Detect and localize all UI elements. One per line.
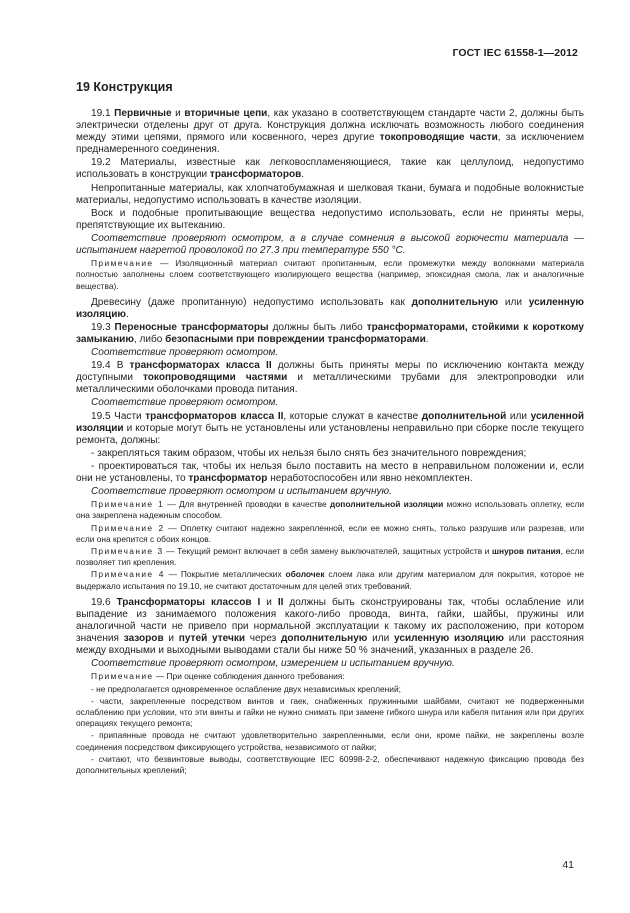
body-paragraph (76, 360, 584, 396)
text-run: Соответствие проверяют осмотром, измерением и испытанием вручную. (91, 658, 455, 670)
text-run: или (506, 410, 531, 422)
note-paragraph (76, 499, 584, 521)
text-run: 19.3 (91, 321, 115, 333)
text-run: и (260, 596, 278, 608)
text-run: , за исключением преднамеренного соединения. (76, 132, 584, 156)
text-run: . (301, 169, 305, 181)
term: трансформаторах класса II (129, 360, 272, 372)
compliance-paragraph (76, 347, 584, 359)
text-run: должны быть сконструированы так, чтобы ослабление или выпадение из занимаемого положения какого-либо провода, винта, гайки, шайбы, пружины или аналогичной части не привело при нормальной эксплуатации к такому их расположению, при котором значения (76, 596, 584, 645)
text-run: — Изоляционный материал считают пропитанным, если промежутки между волокнами материала полностью заполнены слоем соответствующего изолирующего вещества (например, эпоксидная смола, лак и аналогичные вещества). (76, 258, 584, 291)
text-run: Соответствие проверяют осмотром и испытанием вручную. (91, 486, 392, 498)
text-run: Соответствие проверяют осмотром. (91, 347, 279, 359)
note-paragraph (76, 569, 584, 591)
text-run: Соответствие проверяют осмотром. (91, 397, 279, 409)
term: усиленную изоляцию (394, 633, 505, 645)
term: усиленную изоляцию (76, 296, 584, 320)
note-label: Примечание (91, 671, 154, 682)
term: зазоров (123, 633, 164, 645)
note-label: Примечание 1 (91, 499, 165, 510)
term: путей утечки (178, 633, 246, 645)
note-label: Примечание 3 (91, 546, 164, 557)
text-run: - закрепляться таким образом, чтобы их нельзя было снять без значительного повреждения; (91, 447, 527, 459)
note-paragraph (76, 546, 584, 568)
term: вторичные цепи (184, 108, 268, 119)
term: II (277, 596, 284, 608)
note-paragraph (76, 671, 584, 682)
text-run: и металлическими трубами для электропроводки или металлическими оболочками провода питания. (76, 372, 585, 396)
term: дополнительную (411, 296, 499, 308)
page-number: 41 (562, 859, 574, 871)
text-run: , либо (133, 334, 166, 346)
text-run: — Для внутренней проводки в качестве (164, 499, 330, 510)
text-run: 19.1 (91, 108, 115, 119)
term: безопасными при повреждении трансформаторами (165, 334, 426, 346)
body-paragraph (76, 411, 584, 447)
body-paragraph (76, 597, 584, 657)
text-run: - части, закрепленные посредством винтов и гаек, снабженных пружинными шайбами, считают не подверженными ослаблению при условии, что эти винты и гайки не нужно снимать при замене гибкого шнура или кабеля питания или при других операциях текущего ремонта; (76, 695, 584, 729)
compliance-paragraph (76, 486, 584, 498)
term: трансформатор (188, 473, 268, 485)
text-run: - припаянные провода не считают удовлетворительно закрепленными, если они, кроме пайки, не закреплены возле соединения посредством фиксирующего устройства, независимого от пайки; (76, 730, 584, 752)
body-paragraph (76, 322, 584, 346)
text-run: Воск и подобные пропитывающие вещества недопустимо использовать, если не приняты меры, препятствующие их вытеканию. (76, 207, 584, 231)
text-run: - проектироваться так, чтобы их нельзя было поставить на место в неправильном положении и, если они не установлены, то (76, 460, 584, 485)
text-run: или расстояния между входными и выходными выводами стали бы ниже 50 % значений, указанных в разделе 26. (76, 633, 584, 657)
note-label: Примечание (91, 258, 154, 269)
text-run: неработоспособен или явно некомплектен. (267, 473, 473, 485)
text-run: 19.2 Материалы, известные как легковоспламеняющиеся, такие как целлулоид, недопустимо использовать в конструкции (76, 157, 584, 181)
text-run: 19.4 В (91, 360, 130, 372)
text-run: - не предполагается одновременное ослабление двух независимых креплений; (91, 683, 401, 694)
text-run: . (425, 334, 429, 346)
body-paragraph (76, 108, 584, 156)
text-run: — Оплетку считают надежно закрепленной, если ее можно снять, только разрушив или разрезав, или если она крепится с обоих концов. (76, 522, 585, 544)
term: дополнительную (280, 633, 368, 645)
compliance-paragraph (76, 397, 584, 409)
term: трансформаторов (209, 169, 302, 181)
term: токопроводящими частями (143, 372, 288, 384)
text-run: , как указано в соответствующем стандарте части 2, должны быть электрически отделены друг от друга. Конструкция должна исключать возможность любого соединения между этими цепями, прямого или косвенного, через другие (76, 108, 584, 144)
note-paragraph (76, 523, 584, 545)
term: трансформаторов класса II (145, 410, 284, 422)
term: шнуров питания (492, 546, 561, 557)
text-run: или (367, 633, 395, 645)
term: Первичные (114, 108, 172, 119)
text-run: слоем лака или другим материалом для покрытия, которое не выдержало испытания по 19.10, не считают достаточным для целей этих требований. (76, 569, 584, 591)
text-run: и которые могут быть не установлены или установлены неправильно при сборке после текущего ремонта, должны: (76, 422, 584, 446)
note-paragraph (76, 684, 584, 695)
note-label: Примечание 4 (91, 569, 165, 580)
term: токопроводящие части (379, 132, 498, 144)
text-run: , если позволяет тип крепления. (76, 546, 585, 568)
term: оболочек (285, 569, 325, 580)
body-paragraph (76, 208, 584, 232)
text-run: 19.6 (91, 596, 117, 608)
note-paragraph (76, 730, 584, 752)
text-run: — Покрытие металлических (164, 569, 286, 580)
compliance-paragraph (76, 233, 584, 257)
text-run: и (163, 633, 179, 645)
body-paragraph (76, 448, 584, 460)
section-title: 19 Конструкция (76, 80, 173, 94)
term: дополнительной изоляции (329, 499, 444, 510)
text-run: через (245, 633, 281, 645)
text-run: можно использовать оплетку, если она закреплена надежным способом. (76, 499, 584, 521)
text-run: должны быть приняты меры по исключению контакта между доступными (76, 360, 585, 384)
text-run: — Текущий ремонт включает в себя замену выключателей, защитных устройств и (163, 546, 493, 557)
term: дополнительной (421, 410, 507, 422)
text-run: Непропитанные материалы, как хлопчатобумажная и шелковая ткани, бумага и подобные волокнистые материалы, недопустимо использовать в качестве изоляции. (76, 182, 584, 206)
note-paragraph (76, 696, 584, 730)
document-header: ГОСТ IEC 61558-1—2012 (452, 47, 578, 59)
text-run: — При оценке соблюдения данного требования: (153, 671, 345, 682)
body-paragraph (76, 297, 584, 321)
body-paragraph (76, 183, 584, 207)
text-run: 19.5 Части (91, 410, 146, 422)
text-run: должны быть либо (268, 321, 367, 333)
compliance-paragraph (76, 658, 584, 670)
text-run: Соответствие проверяют осмотром, а в случае сомнения в высокой горючести материала — испытанием нагретой проволокой по 27.3 при температуре 550 °С. (76, 232, 584, 257)
text-run: - считают, что безвинтовые выводы, соответствующие IEC 60998-2-2, обеспечивают надежную фиксацию провода без дополнительных креплений; (76, 753, 584, 776)
term: трансформаторами, стойкими к короткому замыканию (76, 321, 584, 346)
text-run: Древесину (даже пропитанную) недопустимо использовать как (91, 296, 412, 308)
term: Трансформаторы классов I (116, 596, 261, 608)
term: усиленной изоляции (76, 410, 585, 434)
text-run: или (498, 296, 529, 308)
text-run: . (125, 308, 129, 320)
text-run: и (171, 108, 185, 119)
body-paragraph (76, 157, 584, 181)
note-label: Примечание 2 (91, 522, 165, 533)
note-paragraph (76, 258, 584, 292)
document-body (76, 108, 584, 777)
body-paragraph (76, 461, 584, 485)
term: Переносные трансформаторы (114, 321, 269, 333)
text-run: , которые служат в качестве (283, 410, 422, 422)
note-paragraph (76, 754, 584, 776)
